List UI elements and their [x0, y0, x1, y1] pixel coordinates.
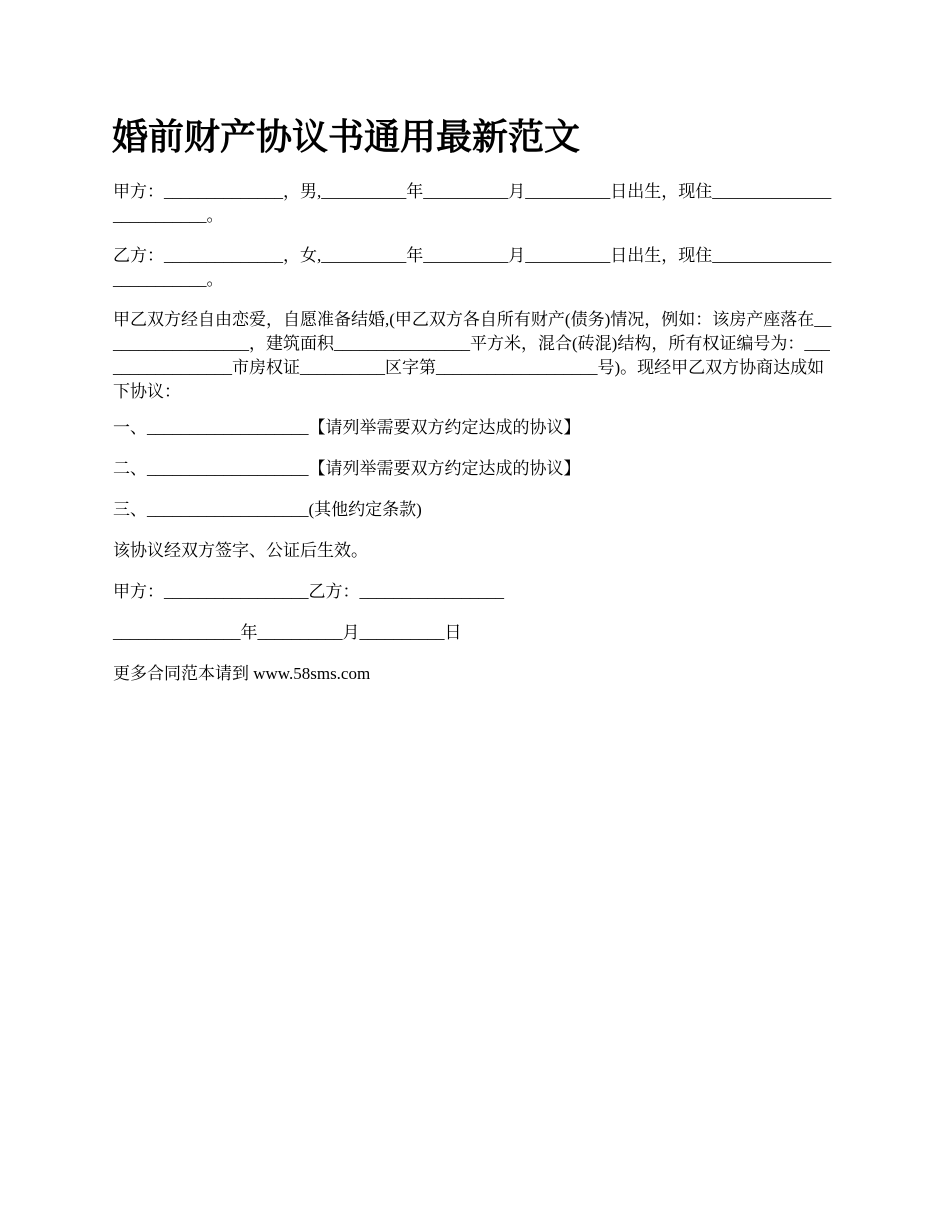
party-b-info: 乙方：______________，女,__________年__________月__________日出生，现住_________________________。: [113, 246, 832, 289]
footer-note: 更多合同范本请到 www.58sms.com: [113, 664, 371, 683]
document-title: 婚前财产协议书通用最新范文: [112, 117, 581, 157]
party-a-info: 甲方：______________，男,__________年__________月__________日出生，现住_________________________。: [113, 182, 832, 225]
effective-note: 该协议经双方签字、公证后生效。: [113, 541, 368, 560]
clause-two: 二、___________________【请列举需要双方约定达成的协议】: [113, 459, 581, 478]
date-line: _______________年__________月__________日: [113, 623, 462, 642]
property-clause: 甲乙双方经自由恋爱，自愿准备结婚,(甲乙双方各自所有财产(债务)情况，例如：该房产座落在__________________，建筑面积________________平方米，混合(砖混)结构，所有权证编号为：_________________市房权证__________区字第___________________号)。现经甲乙双方协商达成如下协议：: [113, 310, 832, 401]
signature-line: 甲方：_________________乙方：_________________: [113, 582, 504, 601]
clause-one: 一、___________________【请列举需要双方约定达成的协议】: [113, 418, 581, 437]
clause-three: 三、___________________(其他约定条款): [113, 500, 422, 519]
